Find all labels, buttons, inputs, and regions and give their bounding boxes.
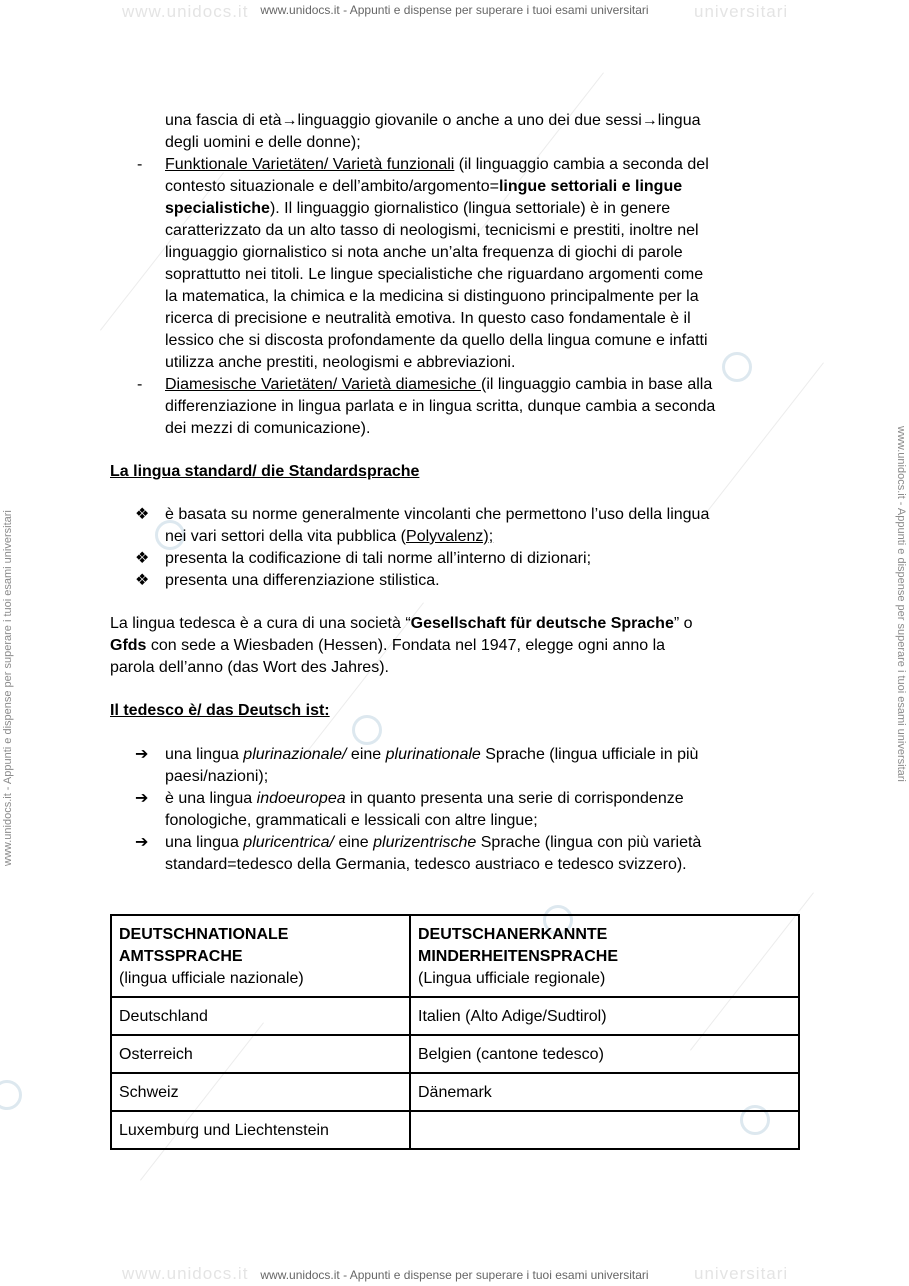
text-line: specialistiche). Il linguaggio giornalistico (lingua settoriale) è in genere [165,200,671,217]
table-header-cell: DEUTSCHNATIONALE AMTSSPRACHE (lingua ufficiale nazionale) [111,915,410,997]
table-header-cell: DEUTSCHANERKANNTE MINDERHEITENSPRACHE (Lingua ufficiale regionale) [410,915,799,997]
watermark-header: www.unidocs.it - Appunti e dispense per superare i tuoi esami universitari [260,3,649,17]
watermark-side-left: www.unidocs.it - Appunti e dispense per superare i tuoi esami universitari [2,510,14,866]
watermark-ghost-right: universitari [694,2,789,21]
text-line: linguaggio giornalistico si nota anche un’alta frequenza di giochi di parole [165,244,683,261]
bullet-diamond-icon: ❖ [135,572,150,589]
list-item: è basata su norme generalmente vincolanti che permettono l’uso della lingua [165,506,710,523]
term-functional: Funktionale Varietäten/ Varietà funzionali [165,156,455,173]
list-item: una lingua plurinazionale/ eine plurinationale Sprache (lingua ufficiale in più [165,746,699,763]
text-line: differenziazione in lingua parlata e in lingua scritta, dunque cambia a seconda [165,398,716,415]
section-heading-standard: La lingua standard/ die Standardsprache [110,463,420,480]
watermark-ghost-right-bottom: universitari [694,1264,789,1283]
text-line: utilizza anche prestiti, neologismi e abbreviazioni. [165,354,516,371]
text-line: ricerca di precisione e neutralità emotiva. In questo caso fondamentale è il [165,310,691,327]
bullet-diamond-icon: ❖ [135,506,150,523]
table-cell: Dänemark [410,1073,799,1111]
text-line: soprattutto nei titoli. Le lingue specialistiche che riguardano argomenti come [165,266,704,283]
watermark-logo-icon [722,352,752,382]
watermark-ghost-left: www.unidocs.it [122,2,249,21]
text-line: parola dell’anno (das Wort des Jahres). [110,659,389,676]
list-item-diamesic: Diamesische Varietäten/ Varietà diamesiche (il linguaggio cambia in base alla [165,376,713,393]
watermark-diagonal-line [700,362,824,520]
text-line: contesto situazionale e dell’ambito/argomento=lingue settoriali e lingue [165,178,683,195]
watermark-side-right: www.unidocs.it - Appunti e dispense per superare i tuoi esami universitari [895,426,907,782]
watermark-ghost-left-bottom: www.unidocs.it [122,1264,249,1283]
watermark-logo-icon [352,715,382,745]
list-item-functional: Funktionale Varietäten/ Varietà funzionali (il linguaggio cambia a seconda del [165,156,709,173]
list-dash: - [137,376,143,393]
list-item: una lingua pluricentrica/ eine plurizentrische Sprache (lingua con più varietà [165,834,702,851]
text-line: dei mezzi di comunicazione). [165,420,371,437]
table-row [111,1035,799,1073]
table-row [111,1073,799,1111]
text-line: Gfds con sede a Wiesbaden (Hessen). Fondata nel 1947, elegge ogni anno la [110,637,666,654]
text-line: una fascia di età→linguaggio giovanile o anche a uno dei due sessi→lingua [165,112,701,129]
table-cell: Luxemburg und Liechtenstein [111,1111,410,1149]
languages-table [110,914,800,1150]
text-line: paesi/nazioni); [165,768,269,785]
text-line: degli uomini e delle donne); [165,134,361,151]
table-cell: Italien (Alto Adige/Sudtirol) [410,997,799,1035]
arrow-right-icon: ➔ [135,834,149,851]
table-cell: Belgien (cantone tedesco) [410,1035,799,1073]
text-line: standard=tedesco della Germania, tedesco austriaco e tedesco svizzero). [165,856,687,873]
bullet-diamond-icon: ❖ [135,550,150,567]
term-diamesic: Diamesische Varietäten/ Varietà diamesiche [165,376,481,393]
arrow-right-icon: ➔ [135,790,149,807]
watermark-footer: www.unidocs.it - Appunti e dispense per superare i tuoi esami universitari [260,1268,649,1282]
table-header-row [111,915,799,997]
list-item: presenta una differenziazione stilistica. [165,572,440,589]
list-item: è una lingua indoeuropea in quanto presenta una serie di corrispondenze [165,790,684,807]
section-heading-deutsch: Il tedesco è/ das Deutsch ist: [110,702,330,719]
text-line: nei vari settori della vita pubblica (Polyvalenz); [165,528,494,545]
text-line: la matematica, la chimica e la medicina si distinguono principalmente per la [165,288,699,305]
arrow-right-icon: ➔ [135,746,149,763]
table-row [111,1111,799,1149]
text-line: caratterizzato da un alto tasso di neologismi, tecnicismi e prestiti, inoltre nel [165,222,699,239]
table-row [111,997,799,1035]
list-dash: - [137,156,143,173]
watermark-logo-icon [0,1080,22,1110]
text-line: fonologiche, grammaticali e lessicali con altre lingue; [165,812,538,829]
paragraph-gfds: La lingua tedesca è a cura di una società “Gesellschaft für deutsche Sprache” o [110,615,693,632]
table-cell [410,1111,799,1149]
table-cell: Osterreich [111,1035,410,1073]
list-item: presenta la codificazione di tali norme all’interno di dizionari; [165,550,592,567]
table-cell: Schweiz [111,1073,410,1111]
text-line: lessico che si discosta profondamente da quello della lingua comune e infatti [165,332,708,349]
table-cell: Deutschland [111,997,410,1035]
